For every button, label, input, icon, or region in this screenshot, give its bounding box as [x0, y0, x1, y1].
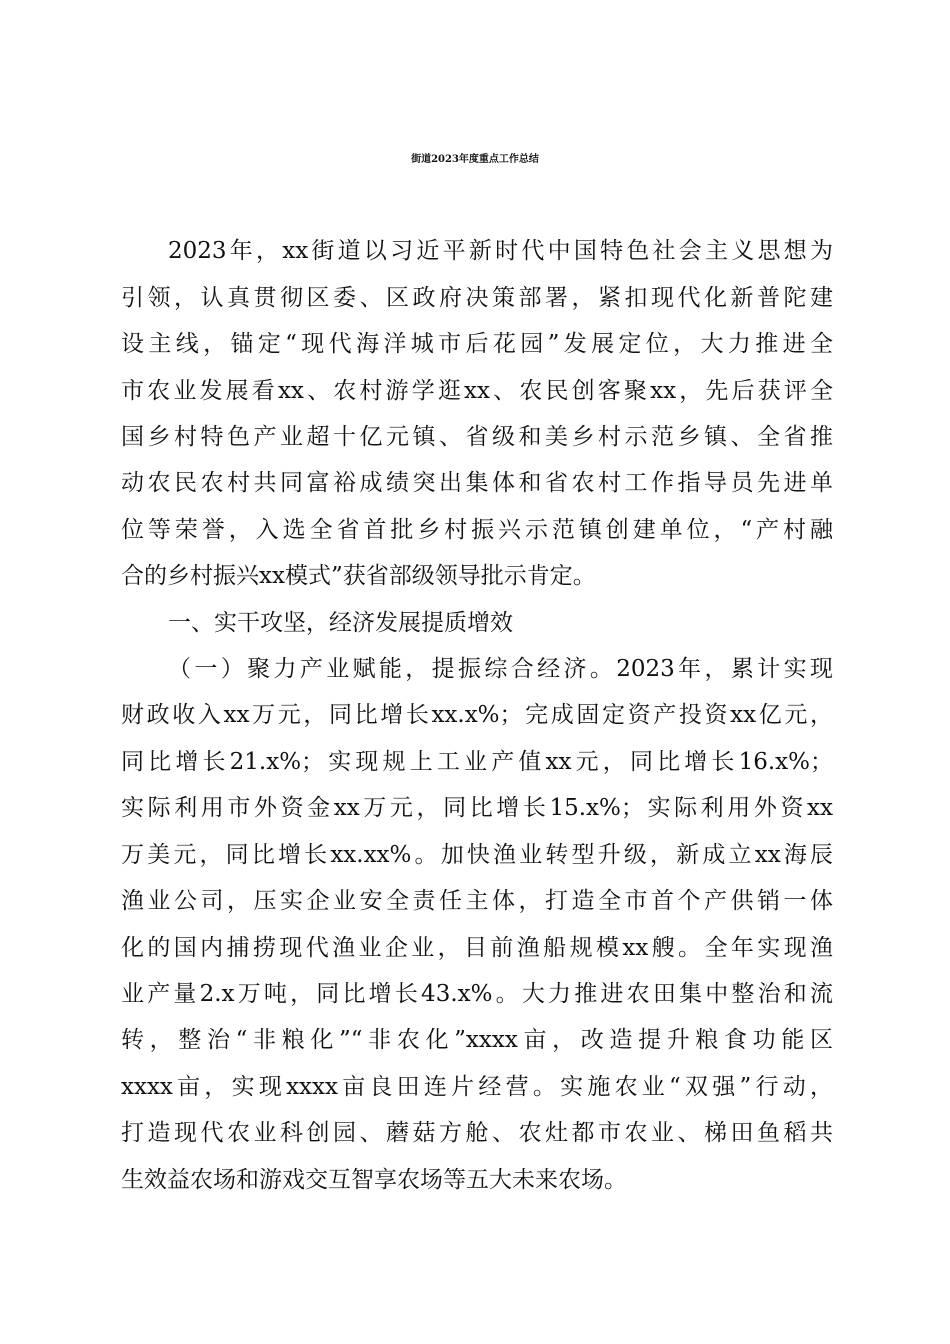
- section-line-3: 同比增长21.x%；实现规上工业产值xx元，同比增长16.x%；: [121, 749, 833, 775]
- section-line-12: 生效益农场和游戏交互智享农场等五大未来农场。: [121, 1167, 627, 1193]
- section-line-6: 渔业公司，压实企业安全责任主体，打造全市首个产供销一体: [121, 888, 833, 914]
- section-line-11: 打造现代农业科创园、蘑菇方舱、农灶都市农业、梯田鱼稻共: [121, 1120, 833, 1146]
- section-line-4: 实际利用市外资金xx万元，同比增长15.x%；实际利用外资xx: [121, 795, 833, 821]
- intro-line-8: 合的乡村振兴xx模式”获省部级领导批示肯定。: [121, 563, 596, 589]
- section-line-9: 转，整治“非粮化”“非农化”xxxx亩，改造提升粮食功能区: [121, 1027, 833, 1053]
- intro-line-4: 市农业发展看xx、农村游学逛xx、农民创客聚xx，先后获评全: [121, 378, 833, 404]
- intro-line-2: 引领，认真贯彻区委、区政府决策部署，紧扣现代化新普陀建: [121, 285, 833, 311]
- intro-line-6: 动农民农村共同富裕成绩突出集体和省农村工作指导员先进单: [121, 470, 833, 496]
- intro-line-7: 位等荣誉，入选全省首批乡村振兴示范镇创建单位，“产村融: [121, 517, 833, 543]
- intro-line-5: 国乡村特色产业超十亿元镇、省级和美乡村示范乡镇、全省推: [121, 424, 833, 450]
- document-title: 街道2023年度重点工作总结: [411, 154, 539, 165]
- section-line-7: 化的国内捕捞现代渔业企业，目前渔船规模xx艘。全年实现渔: [121, 935, 833, 961]
- intro-line-3: 设主线，锚定“现代海洋城市后花园”发展定位，大力推进全: [121, 331, 833, 357]
- section-line-10: xxxx亩，实现xxxx亩良田连片经营。实施农业“双强”行动，: [121, 1074, 833, 1100]
- intro-line-1: 2023年，xx街道以习近平新时代中国特色社会主义思想为: [168, 238, 833, 264]
- section-line-8: 业产量2.x万吨，同比增长43.x%。大力推进农田集中整治和流: [121, 981, 833, 1007]
- section-heading: 一、实干攻坚，经济发展提质增效: [168, 610, 513, 636]
- section-line-5: 万美元，同比增长xx.xx%。加快渔业转型升级，新成立xx海辰: [121, 842, 833, 868]
- section-line-1: （一）聚力产业赋能，提振综合经济。2023年，累计实现: [168, 656, 833, 682]
- section-line-2: 财政收入xx万元，同比增长xx.x%；完成固定资产投资xx亿元，: [121, 702, 833, 728]
